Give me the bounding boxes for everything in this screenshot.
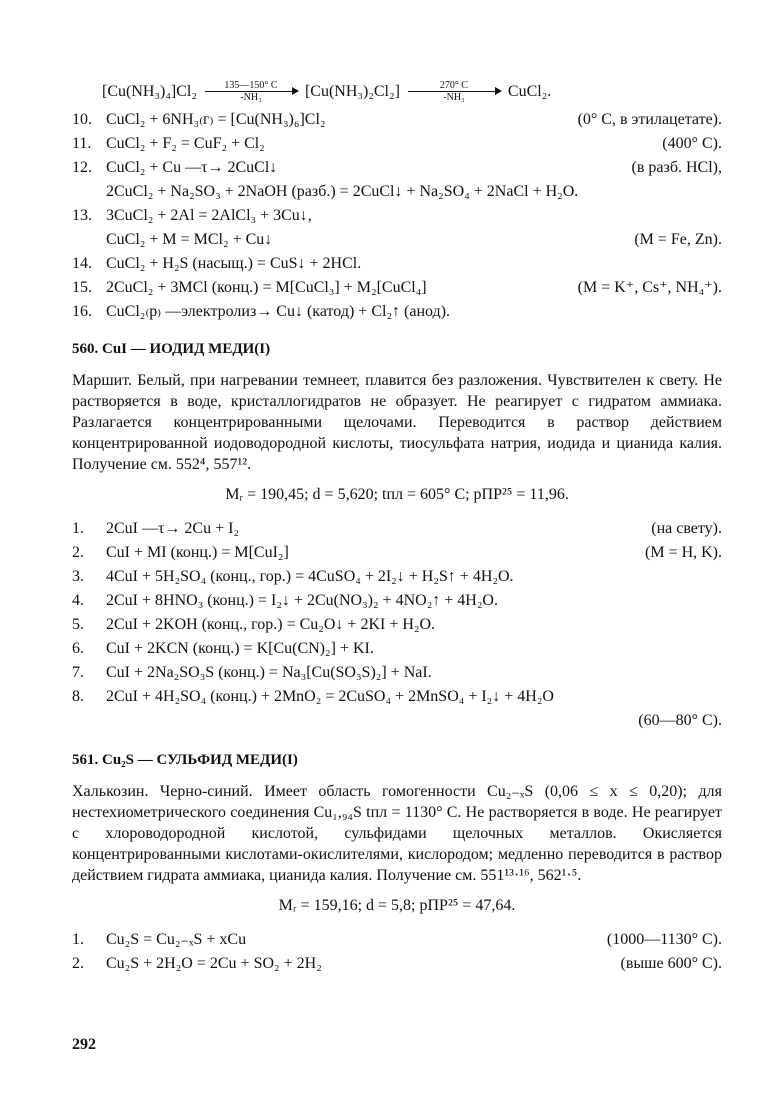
page-content <box>72 74 722 976</box>
arrow-1-top: 135—150° C <box>224 79 278 91</box>
cucl2-reaction-list <box>72 108 722 328</box>
reaction-row: 2. Cu₂S + 2H₂O = 2Cu + SO₂ + 2H₂ (выше 600° C). <box>72 955 722 972</box>
reaction-row: 10. CuCl₂ + 6NH₃₍г₎ = [Cu(NH₃)₆]Cl₂ (0° C, в этилацетате). <box>72 111 722 128</box>
chain-mid: [Cu(NH₃)₂Cl₂] <box>304 83 400 100</box>
reaction-row: 12. CuCl₂ + Cu —τ→ 2CuCl↓ (в разб. HCl), <box>72 159 722 176</box>
properties-560: Mᵣ = 190,45; d = 5,620; tпл = 605° C; рПР²⁵ = 11,96. <box>225 486 569 503</box>
reaction-row: 4. 2CuI + 8HNO₃ (конц.) = I₂↓ + 2Cu(NO₃)₂ + 4NO₂↑ + 4H₂O. <box>72 592 498 609</box>
cu2s-reaction-list <box>72 928 722 976</box>
reaction-row: 11. CuCl₂ + F₂ = CuF₂ + Cl₂ (400° C). <box>72 135 722 152</box>
reaction-row: 2CuCl₂ + Na₂SO₃ + 2NaOH (разб.) = 2CuCl↓ + Na₂SO₄ + 2NaCl + H₂O. <box>106 183 579 200</box>
reaction-row: 7. CuI + 2Na₂SO₃S (конц.) = Na₃[Cu(SO₃S)₂] + NaI. <box>72 664 432 681</box>
reaction-row: 6. CuI + 2KCN (конц.) = K[Cu(CN)₂] + KI. <box>72 640 374 657</box>
arrow-2 <box>408 81 500 104</box>
arrow-2-bottom: -NH₃ <box>443 91 465 103</box>
reaction-row: 3. 4CuI + 5H₂SO₄ (конц., гор.) = 4CuSO₄ + 2I₂↓ + H₂S↑ + 4H₂O. <box>72 568 514 585</box>
arrow-1-bottom: -NH₃ <box>240 91 262 103</box>
reaction-row: 1. 2CuI —τ→ 2Cu + I₂ (на свету). <box>72 520 722 537</box>
arrow-1 <box>205 81 297 104</box>
page-number: 292 <box>72 1036 96 1053</box>
properties-561: Mᵣ = 159,16; d = 5,8; рПР²⁵ = 47,64. <box>278 897 516 914</box>
reaction-row: 15. 2CuCl₂ + 3MCl (конц.) = M[CuCl₃] + M₂[CuCl₄] (M = K⁺, Cs⁺, NH₄⁺). <box>72 279 722 296</box>
reaction-row: (60—80° C). <box>638 712 722 729</box>
arrow-2-top: 270° C <box>439 79 468 91</box>
reaction-row: 13. 3CuCl₂ + 2Al = 2AlCl₃ + 3Cu↓, <box>72 207 312 224</box>
section-description-561: Халькозин. Черно-синий. Имеет область гомогенности Cu₂₋ₓS (0,06 ≤ x ≤ 0,20); для нестехиометрического соединения Cu₁,₉₄S tпл = 1130° C. Не растворяется в воде. Не реагирует с хлороводородной кислотой, сульфидами щелочных металлов. Окисляется концентрированными кислотами-окислителями, кислородом; медленно переводится в раствор действием гидрата аммиака, цианида калия. Получение см. 551¹³·¹⁶, 562¹·⁵. <box>72 783 722 884</box>
section-heading-561: 561. Cu₂S — СУЛЬФИД МЕДИ(I) <box>72 752 298 768</box>
cui-reaction-list <box>72 517 722 733</box>
reaction-row: 2. CuI + MI (конц.) = M[CuI₂] (M = H, K). <box>72 544 722 561</box>
reaction-row: 14. CuCl₂ + H₂S (насыщ.) = CuS↓ + 2HCl. <box>72 255 362 272</box>
chain-right: CuCl₂. <box>507 83 552 100</box>
reaction-row: 8. 2CuI + 4H₂SO₄ (конц.) + 2MnO₂ = 2CuSO₄ + 2MnSO₄ + I₂↓ + 4H₂O <box>72 688 554 705</box>
section-description-560: Маршит. Белый, при нагревании темнеет, плавится без разложения. Чувствителен к свету. Не растворяется в воде, кристаллогидратов не образует. Не реагирует с гидратом аммиака. Разлагается концентрированными щелочами. Переводится в раствор действием концентрированной иодоводородной кислоты, тиосульфата натрия, иодида и цианида калия. Получение см. 552⁴, 557¹². <box>72 372 722 473</box>
reaction-row: 16. CuCl₂₍р₎ —электролиз→ Cu↓ (катод) + Cl₂↑ (анод). <box>72 303 451 320</box>
reaction-row: CuCl₂ + M = MCl₂ + Cu↓ (M = Fe, Zn). <box>106 231 722 248</box>
chain-left: [Cu(NH₃)₄]Cl₂ <box>102 83 197 100</box>
decomposition-chain <box>72 74 722 108</box>
reaction-row: 1. Cu₂S = Cu₂₋ₓS + xCu (1000—1130° C). <box>72 931 722 948</box>
section-heading-560: 560. CuI — ИОДИД МЕДИ(I) <box>72 341 271 357</box>
reaction-row: 5. 2CuI + 2KOH (конц., гор.) = Cu₂O↓ + 2KI + H₂O. <box>72 616 436 633</box>
